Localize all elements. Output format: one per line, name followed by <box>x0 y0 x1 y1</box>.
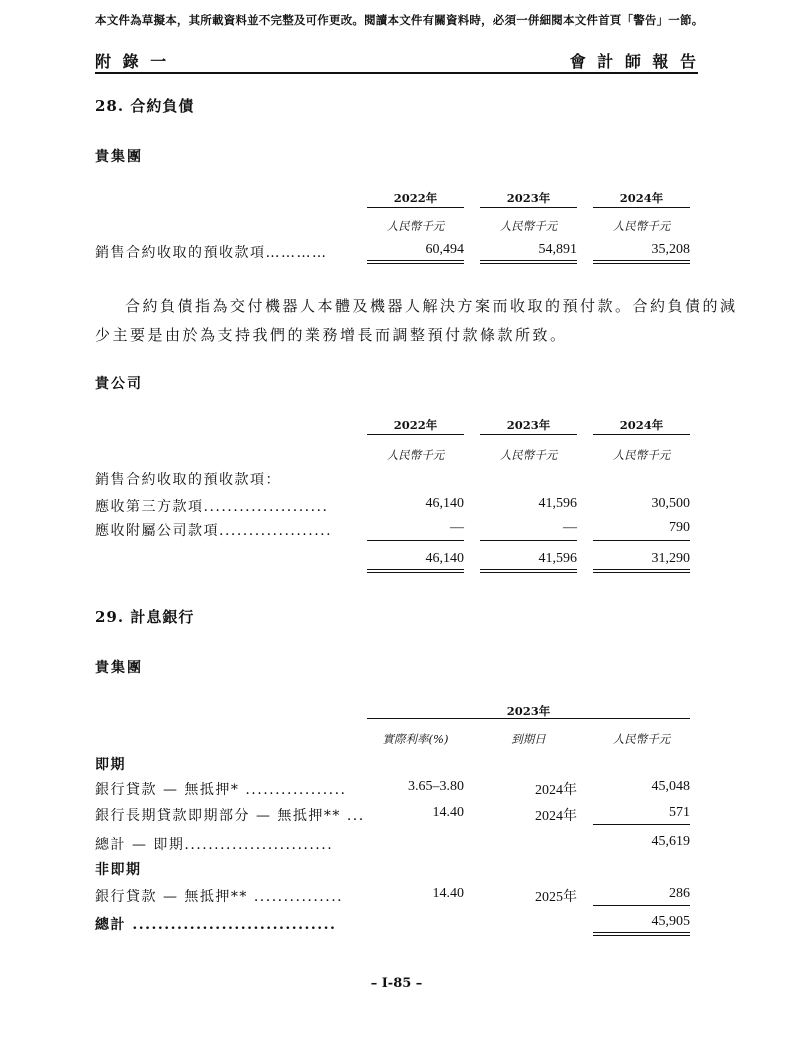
current-row-2-label: 銀行長期貸款即期部分 — 無抵押** ... <box>95 808 365 824</box>
sec28-company-row-2-2024: 790 <box>669 520 690 535</box>
grand-total-label: 總計 ................................ <box>95 917 337 933</box>
double-underline <box>593 263 690 264</box>
year-underline <box>367 434 464 435</box>
year-underline <box>593 207 690 208</box>
double-underline <box>593 569 690 570</box>
sec28-company-total-2024: 31,290 <box>651 551 690 566</box>
sec28-group-currency-2: 人民幣千元 <box>499 219 558 233</box>
draft-warning-note: 本文件為草擬本，其所載資料並不完整及可作更改。閱讀本文件有關資料時，必須一併細閱本文件首頁「警告」一節。 <box>95 13 704 27</box>
sec28-company-row-1-2024: 30,500 <box>651 496 690 511</box>
subtotal-rule <box>367 540 464 541</box>
sec28-company-total-2022: 46,140 <box>425 551 464 566</box>
page-number: – I-85 – <box>370 976 423 991</box>
double-underline <box>367 572 464 573</box>
sec28-group-year-3: 2024年 <box>619 191 664 205</box>
report-title: 會 計 師 報 告 <box>569 52 699 71</box>
double-underline <box>480 263 577 264</box>
sec28-company-year-3: 2024年 <box>619 418 664 432</box>
year-underline <box>367 207 464 208</box>
year-underline <box>367 718 690 719</box>
current-row-2-rate: 14.40 <box>432 805 464 820</box>
header-rule <box>95 72 698 74</box>
sec28-group-value-2024: 35,208 <box>651 242 690 257</box>
sec28-group-title: 貴集團 <box>95 149 143 165</box>
double-underline <box>593 572 690 573</box>
appendix-label: 附 錄 一 <box>95 52 170 71</box>
current-row-2-amount: 571 <box>669 805 690 820</box>
sec28-paragraph-line-1: 合約負債指為交付機器人本體及機器人解決方案而收取的預付款。合約負債的減 <box>125 297 738 315</box>
double-underline <box>593 935 690 936</box>
sec28-company-currency-2: 人民幣千元 <box>499 448 558 462</box>
sec28-group-value-2023: 54,891 <box>538 242 577 257</box>
current-row-1-maturity: 2024年 <box>535 783 577 798</box>
sec28-company-row-1-label: 應收第三方款項..................... <box>95 499 329 515</box>
sec28-company-row-2-label: 應收附屬公司款項................... <box>95 523 333 539</box>
double-underline <box>480 260 577 261</box>
subtotal-rule <box>593 905 690 906</box>
double-underline <box>593 932 690 933</box>
total-current-label: 總計 — 即期......................... <box>95 837 334 853</box>
current-row-1-rate: 3.65–3.80 <box>408 779 464 794</box>
noncurrent-row-1-amount: 286 <box>669 886 690 901</box>
double-underline <box>367 263 464 264</box>
sec28-group-row-label: 銷售合約收取的預收款項………… <box>95 245 328 261</box>
year-underline <box>480 207 577 208</box>
current-row-1-label: 銀行貸款 — 無抵押* ................. <box>95 782 347 798</box>
year-underline <box>480 434 577 435</box>
sec28-group-value-2022: 60,494 <box>425 242 464 257</box>
double-underline <box>367 569 464 570</box>
sec28-company-total-2023: 41,596 <box>538 551 577 566</box>
double-underline <box>593 260 690 261</box>
subtotal-rule <box>593 540 690 541</box>
sec28-company-row-1-2022: 46,140 <box>425 496 464 511</box>
noncurrent-row-1-maturity: 2025年 <box>535 890 577 905</box>
col-header-maturity: 到期日 <box>511 732 546 746</box>
sec28-group-currency-1: 人民幣千元 <box>386 219 445 233</box>
noncurrent-label: 非即期 <box>95 862 142 878</box>
grand-total-amount: 45,905 <box>651 914 690 929</box>
sec29-group-title: 貴集團 <box>95 660 143 676</box>
sec28-company-caption: 銷售合約收取的預收款項： <box>95 472 281 488</box>
col-header-rate: 實際利率(%) <box>382 732 449 746</box>
current-label: 即期 <box>95 757 126 773</box>
sec28-company-year-1: 2022年 <box>393 418 438 432</box>
section-29-title: 29. 計息銀行 <box>95 608 195 626</box>
sec28-paragraph-line-2: 少主要是由於為支持我們的業務增長而調整預付款條款所致。 <box>95 326 568 344</box>
year-underline <box>593 434 690 435</box>
noncurrent-row-1-rate: 14.40 <box>432 886 464 901</box>
sec29-year-header: 2023年 <box>506 704 551 718</box>
subtotal-rule <box>593 824 690 825</box>
subtotal-rule <box>480 540 577 541</box>
sec28-company-currency-3: 人民幣千元 <box>612 448 671 462</box>
noncurrent-row-1-label: 銀行貸款 — 無抵押** ............... <box>95 889 344 905</box>
double-underline <box>480 569 577 570</box>
total-current-amount: 45,619 <box>651 834 690 849</box>
sec28-company-row-2-2022: — <box>450 520 464 535</box>
sec28-group-year-1: 2022年 <box>393 191 438 205</box>
current-row-2-maturity: 2024年 <box>535 809 577 824</box>
section-28-title: 28. 合約負債 <box>95 97 195 115</box>
sec28-company-row-2-2023: — <box>563 520 577 535</box>
sec28-group-currency-3: 人民幣千元 <box>612 219 671 233</box>
sec28-company-year-2: 2023年 <box>506 418 551 432</box>
sec28-company-title: 貴公司 <box>95 376 143 392</box>
sec28-company-currency-1: 人民幣千元 <box>386 448 445 462</box>
sec28-company-row-1-2023: 41,596 <box>538 496 577 511</box>
double-underline <box>367 260 464 261</box>
current-row-1-amount: 45,048 <box>651 779 690 794</box>
col-header-amount: 人民幣千元 <box>612 732 671 746</box>
double-underline <box>480 572 577 573</box>
sec28-group-year-2: 2023年 <box>506 191 551 205</box>
